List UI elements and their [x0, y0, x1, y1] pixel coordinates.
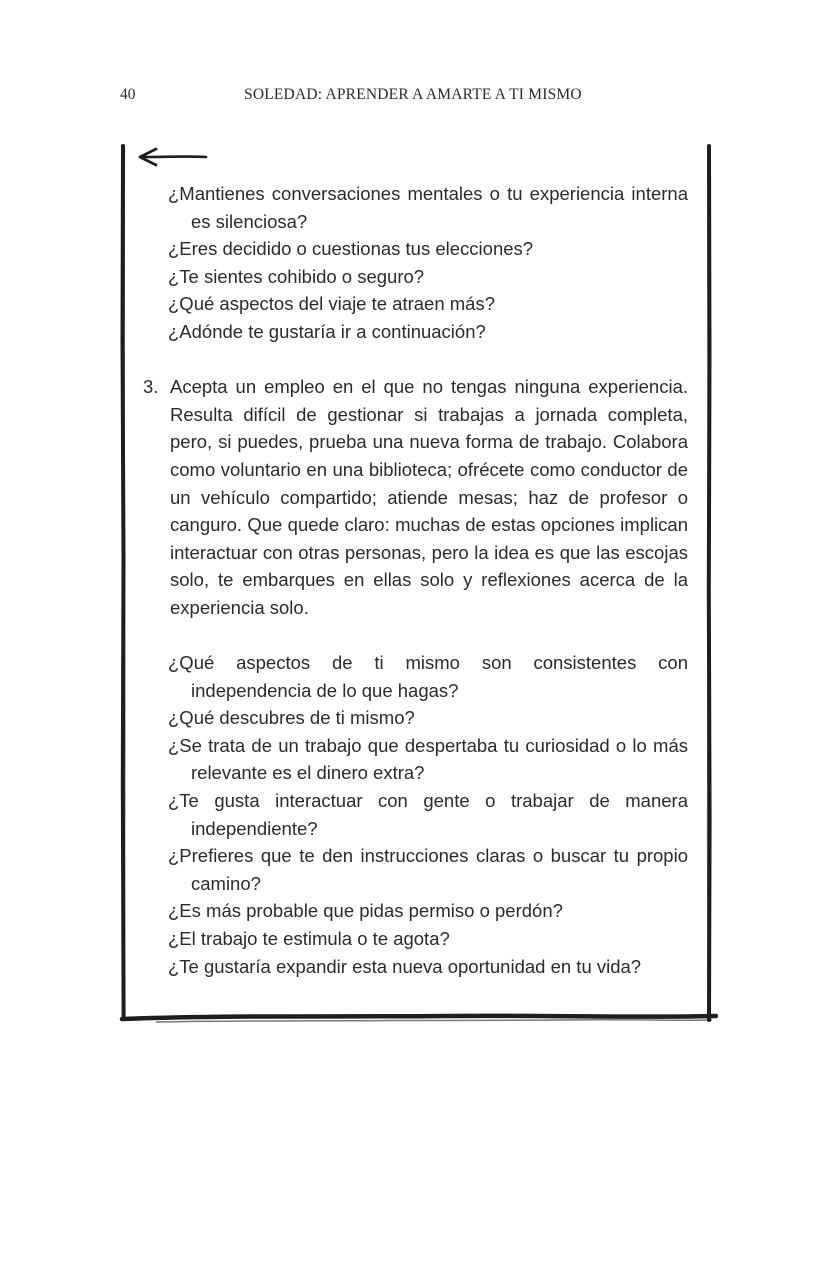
- list-item: ¿Qué descubres de ti mismo?: [168, 707, 415, 729]
- numbered-item-3: [143, 373, 688, 621]
- list-item: ¿Se trata de un trabajo que despertaba tu curiosidad o lo más relevante es el dinero extra?: [168, 734, 688, 784]
- list-item: ¿Prefieres que te den instrucciones claras o buscar tu propio camino?: [168, 845, 688, 894]
- list-item: ¿Adónde te gustaría ir a continuación?: [168, 320, 486, 342]
- list-item: ¿Te sientes cohibido o seguro?: [168, 265, 425, 287]
- questions-bottom-list: [168, 649, 688, 980]
- item-paragraph: Acepta un empleo en el que no tengas ninguna experiencia. Resulta difícil de gestionar si trabajas a jornada completa, pero, si puedes, prueba una nueva forma de trabajo. Colabora como voluntario en una biblioteca; ofrécete como conductor de un vehículo compartido; atiende mesas; haz de profesor o canguro. Que quede claro: muchas de estas opciones implican interactuar con otras personas, pero la idea es que las escojas solo, te embarques en ellas solo y reflexiones acerca de la experiencia solo.: [170, 376, 688, 618]
- running-header: [0, 86, 831, 110]
- list-item: ¿Eres decidido o cuestionas tus elecciones?: [168, 238, 534, 260]
- list-item: ¿Te gusta interactuar con gente o trabajar de manera independiente?: [168, 790, 688, 839]
- item-number: 3.: [143, 376, 159, 398]
- running-title: SOLEDAD: APRENDER A AMARTE A TI MISMO: [244, 86, 582, 103]
- left-arrow-icon: [134, 144, 214, 184]
- exercise-content: [143, 180, 688, 980]
- list-item: ¿Mantienes conversaciones mentales o tu experiencia interna es silenciosa?: [168, 183, 688, 232]
- list-item: ¿Qué aspectos del viaje te atraen más?: [168, 293, 496, 315]
- questions-top-list: [168, 180, 688, 346]
- list-item: ¿El trabajo te estimula o te agota?: [168, 928, 450, 950]
- page-number: 40: [120, 86, 136, 103]
- list-item: ¿Es más probable que pidas permiso o perdón?: [168, 900, 563, 922]
- list-item: ¿Qué aspectos de ti mismo son consistentes con independencia de lo que hagas?: [168, 652, 688, 701]
- list-item: ¿Te gustaría expandir esta nueva oportunidad en tu vida?: [168, 955, 642, 977]
